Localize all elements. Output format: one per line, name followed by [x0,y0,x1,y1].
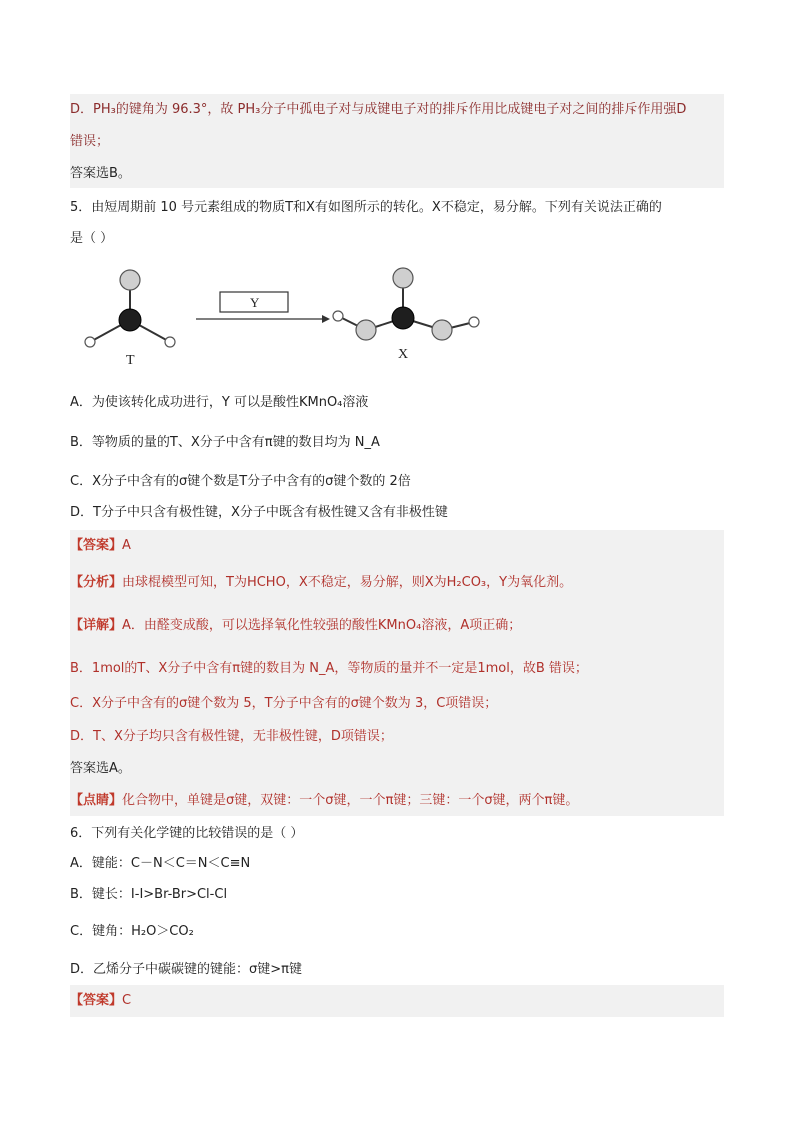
answer-value: A [122,538,131,553]
molecule-diagram [70,262,490,372]
detail-a-text: A．由醛变成酸，可以选择氧化性较强的酸性KMnO₄溶液，A项正确； [122,618,522,633]
q5-detail-c: C．X分子中含有的σ键个数为 5，T分子中含有的σ键个数为 3，C项错误； [70,696,498,711]
label-x: X [398,347,409,362]
q5-option-d: D．T分子中只含有极性键，X分子中既含有极性键又含有非极性键 [70,505,448,520]
q6-option-a: A．键能：C－N＜C＝N＜C≡N [70,856,251,871]
prev-option-d-line2: 错误； [70,134,110,149]
analysis-tag: 【分析】 [70,575,123,590]
comment-text: 化合物中，单键是σ键，双键：一个σ键，一个π键；三键：一个σ键，两个π键。 [122,793,579,808]
q6-answer-value: C [122,993,132,1008]
detail-tag: 【详解】 [70,618,123,633]
q5-detail-a [70,616,724,636]
analysis-text: 由球棍模型可知，T为HCHO，X不稳定，易分解，则X为H₂CO₃，Y为氧化剂。 [122,575,573,590]
q5-stem-line2: 是（ ） [70,231,114,246]
reaction-arrow [196,292,330,323]
label-t: T [126,353,135,368]
answer-tag: 【答案】 [70,538,123,553]
q6-answer-tag: 【答案】 [70,993,123,1008]
q5-option-c: C．X分子中含有的σ键个数是T分子中含有的σ键个数的 2倍 [70,474,411,489]
comment-tag: 【点睛】 [70,793,123,808]
prev-option-d-line1: D．PH₃的键角为 96.3°，故 PH₃分子中孤电子对与成键电子对的排斥作用比成键电子对之间的排斥作用强D [70,102,687,117]
q5-answer-line: 答案选A。 [70,761,131,776]
q5-option-a: A．为使该转化成功进行，Y 可以是酸性KMnO₄溶液 [70,395,369,410]
q6-answer [70,991,724,1011]
q6-stem: 6．下列有关化学键的比较错误的是（ ） [70,826,304,841]
q5-comment [70,791,724,811]
molecule-x [333,268,479,362]
prev-answer: 答案选B。 [70,166,131,181]
q5-answer [70,536,724,556]
molecule-t [85,270,175,368]
q6-option-d: D．乙烯分子中碳碳键的键能：σ键>π键 [70,962,302,977]
q6-option-c: C．键角：H₂O＞CO₂ [70,924,194,939]
q5-detail-b: B．1mol的T、X分子中含有π键的数目为 N_A，等物质的量并不一定是1mol，故B 错误； [70,661,588,676]
q5-option-b: B．等物质的量的T、X分子中含有π键的数目均为 N_A [70,435,380,450]
reagent-y: Y [250,295,260,310]
q6-option-b: B．键长：I-I>Br-Br>Cl-Cl [70,887,228,902]
q5-stem-line1: 5．由短周期前 10 号元素组成的物质T和X有如图所示的转化。X不稳定，易分解。下列有关说法正确的 [70,200,662,215]
q5-detail-d: D．T、X分子均只含有极性键，无非极性键，D项错误； [70,729,393,744]
q5-analysis [70,573,724,593]
